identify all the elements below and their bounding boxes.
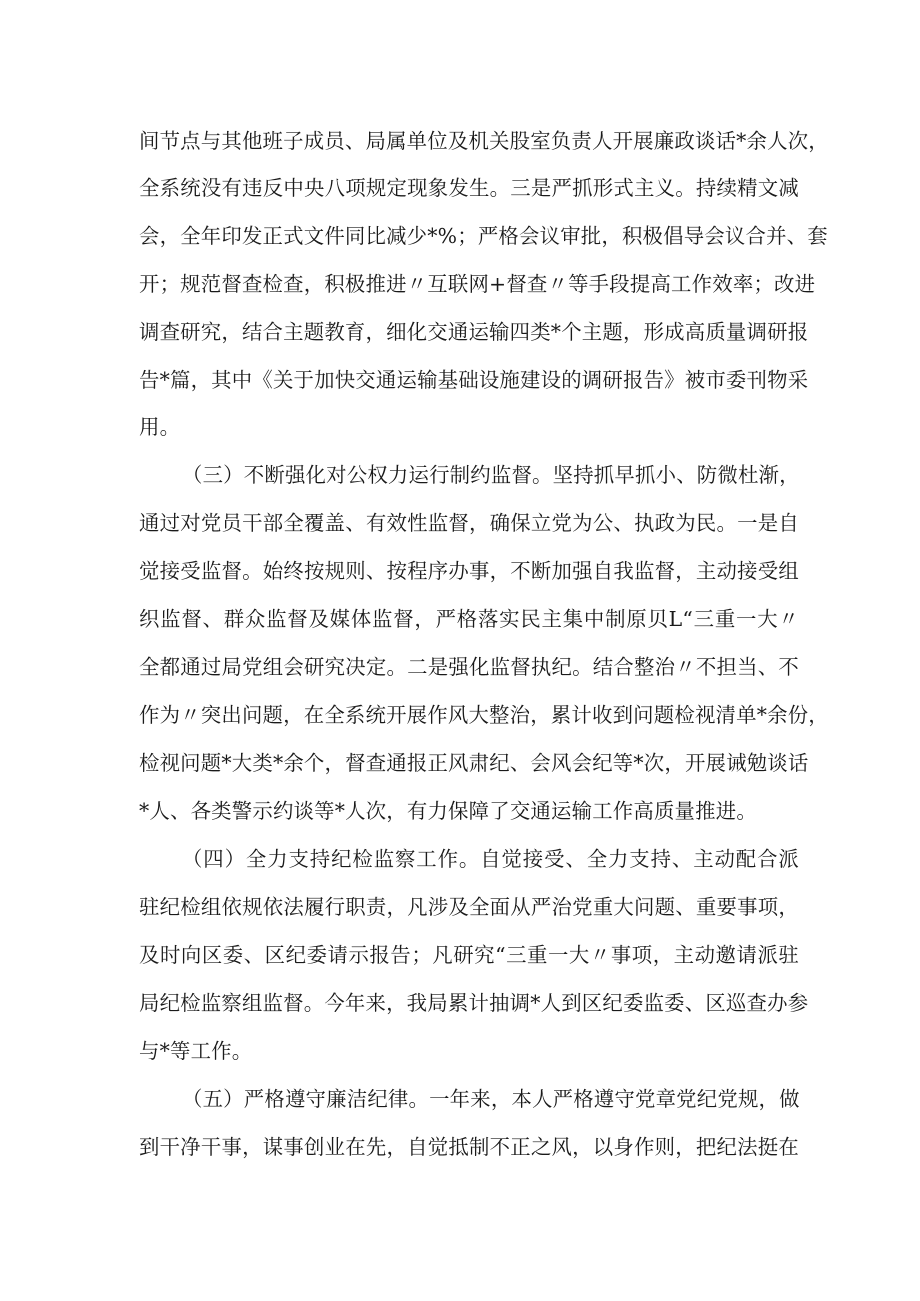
body-text-line: 调查研究，结合主题教育，细化交通运输四类*个主题，形成高质量调研报 bbox=[139, 320, 809, 344]
body-text-line: 觉接受监督。始终按规则、按程序办事，不断加强自我监督，主动接受组 bbox=[139, 559, 799, 583]
body-text-line: 与*等工作。 bbox=[139, 1039, 253, 1063]
body-text-line: 间节点与其他班子成员、局属单位及机关股室负责人开展廉政谈话*余人次， bbox=[139, 129, 829, 153]
section-heading-line: （四）全力支持纪检监察工作。自觉接受、全力支持、主动配合派 bbox=[182, 847, 799, 871]
body-text-line: 会，全年印发正式文件同比减少*%；严格会议审批，积极倡导会议合并、套 bbox=[139, 224, 828, 248]
section-heading-line: （五）严格遵守廉洁纪律。一年来，本人严格遵守党章党纪党规，做 bbox=[182, 1087, 800, 1111]
body-text-line: 局纪检监察组监督。今年来，我局累计抽调*人到区纪委监委、区巡查办参 bbox=[139, 991, 809, 1015]
body-text-line: 作为〃突出问题，在全系统开展作风大整治，累计收到问题检视清单*余份， bbox=[139, 703, 829, 727]
body-text-line: 到干净干事，谋事创业在先，自觉抵制不正之风，以身作则，把纪法挺在 bbox=[139, 1135, 799, 1159]
body-text-line: 驻纪检组依规依法履行职责，凡涉及全面从严治党重大问题、重要事项， bbox=[139, 895, 799, 919]
body-text-line: 用。 bbox=[139, 415, 181, 439]
body-text-line: 检视问题*大类*余个，督查通报正风肃纪、会风会纪等*次，开展诫勉谈话 bbox=[139, 751, 809, 775]
body-text-line: 通过对党员干部全覆盖、有效性监督，确保立党为公、执政为民。一是自 bbox=[139, 511, 799, 535]
section-heading-line: （三）不断强化对公权力运行制约监督。坚持抓早抓小、防微杜渐， bbox=[182, 463, 800, 487]
body-text-line: 开；规范督查检查，积极推进〃互联网+督查〃等手段提高工作效率；改进 bbox=[139, 272, 816, 296]
body-text-line: 全系统没有违反中央八项规定现象发生。三是严抓形式主义。持续精文减 bbox=[139, 176, 799, 200]
body-text-line: 告*篇，其中《关于加快交通运输基础设施建设的调研报告》被市委刊物采 bbox=[139, 368, 809, 392]
body-text-line: 织监督、群众监督及媒体监督，严格落实民主集中制原贝L“三重一大〃 bbox=[139, 607, 799, 631]
body-text-line: 全都通过局党组会研究决定。二是强化监督执纪。结合整治〃不担当、不 bbox=[139, 655, 799, 679]
body-text-line: *人、各类警示约谈等*人次，有力保障了交通运输工作高质量推进。 bbox=[139, 799, 757, 823]
body-text-line: 及时向区委、区纪委请示报告；凡研究“三重一大〃事项，主动邀请派驻 bbox=[139, 943, 799, 967]
